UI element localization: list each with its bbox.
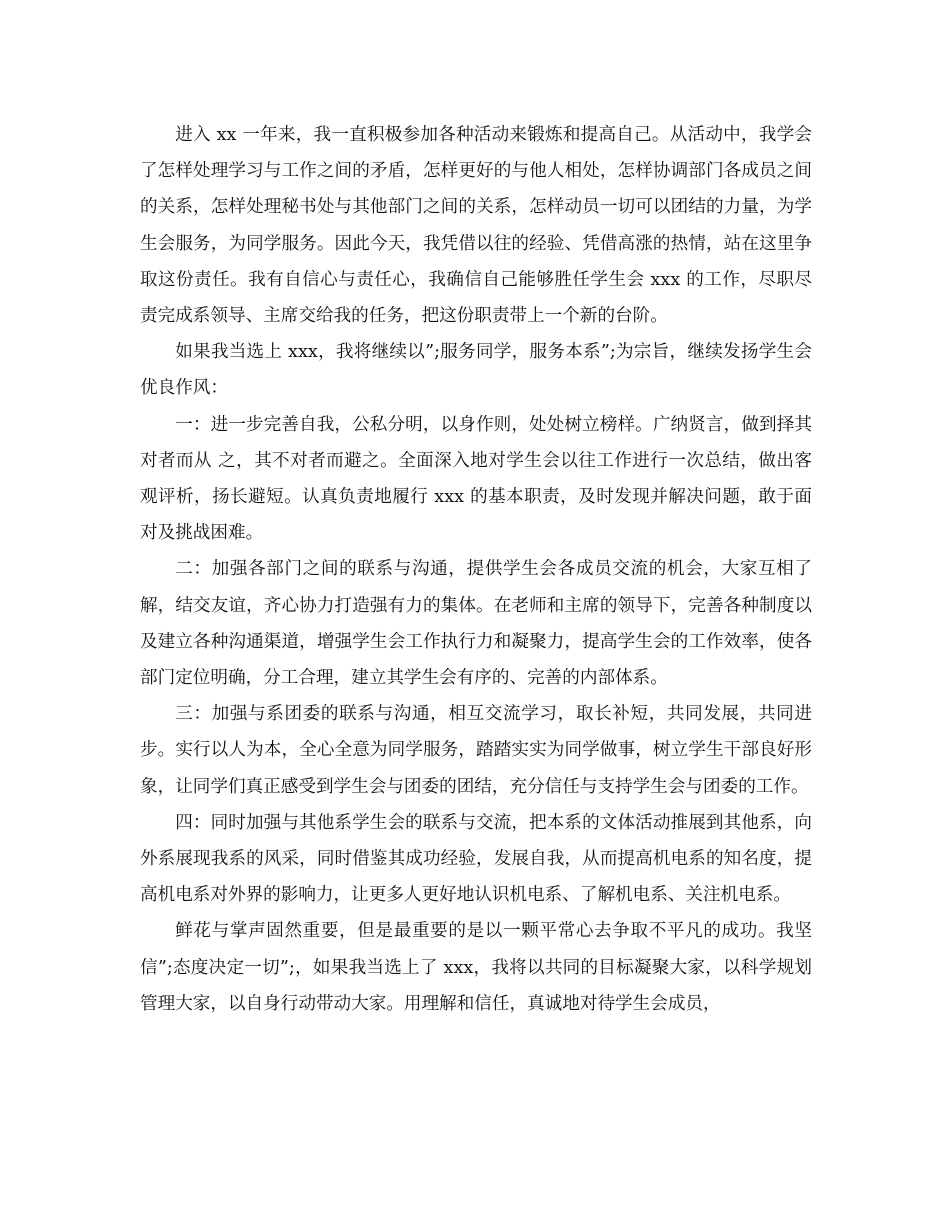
paragraph-point-two: 二：加强各部门之间的联系与沟通，提供学生会各成员交流的机会，大家互相了解，结交友谊，齐心协力打造强有力的集体。在老师和主席的领导下，完善各种制度以及建立各种沟通渠道，增强学生会工作执行力和凝聚力，提高学生会的工作效率，使各部门定位明确，分工合理，建立其学生会有序的、完善的内部体系。 — [140, 559, 812, 689]
paragraph-intro: 进入 xx 一年来，我一直积极参加各种活动来锻炼和提高自己。从活动中，我学会了怎样处理学习与工作之间的矛盾，怎样更好的与他人相处，怎样协调部门各成员之间的关系，怎样处理秘书处与其他部门之间的关系，怎样动员一切可以团结的力量，为学生会服务，为同学服务。因此今天，我凭借以往的经验、凭借高涨的热情，站在这里争取这份责任。我有自信心与责任心，我确信自己能够胜任学生会 xxx 的工作，尽职尽责完成系领导、主席交给我的任务，把这份职责带上一个新的台阶。 — [140, 125, 812, 327]
paragraph-point-one: 一：进一步完善自我，公私分明，以身作则，处处树立榜样。广纳贤言，做到择其对者而从 之，其不对者而避之。全面深入地对学生会以往工作进行一次总结，做出客观评析，扬长避短。认真负责地履行 xxx 的基本职责，及时发现并解决问题，敢于面对及挑战困难。 — [140, 414, 812, 544]
paragraph-closing: 鲜花与掌声固然重要，但是最重要的是以一颗平常心去争取不平凡的成功。我坚信”;态度决定一切”;，如果我当选上了 xxx，我将以共同的目标凝聚大家，以科学规划管理大家，以自身行动带动大家。用理解和信任，真诚地对待学生会成员， — [140, 921, 812, 1014]
paragraph-if-elected: 如果我当选上 xxx，我将继续以”;服务同学，服务本系”;为宗旨，继续发扬学生会优良作风： — [140, 342, 812, 399]
paragraph-point-three: 三：加强与系团委的联系与沟通，相互交流学习，取长补短，共同发展，共同进步。实行以人为本，全心全意为同学服务，踏踏实实为同学做事，树立学生干部良好形象，让同学们真正感受到学生会与团委的团结，充分信任与支持学生会与团委的工作。 — [140, 704, 812, 797]
paragraph-point-four: 四：同时加强与其他系学生会的联系与交流，把本系的文体活动推展到其他系，向外系展现我系的风采，同时借鉴其成功经验，发展自我，从而提高机电系的知名度，提高机电系对外界的影响力，让更多人更好地认识机电系、了解机电系、关注机电系。 — [140, 812, 812, 906]
